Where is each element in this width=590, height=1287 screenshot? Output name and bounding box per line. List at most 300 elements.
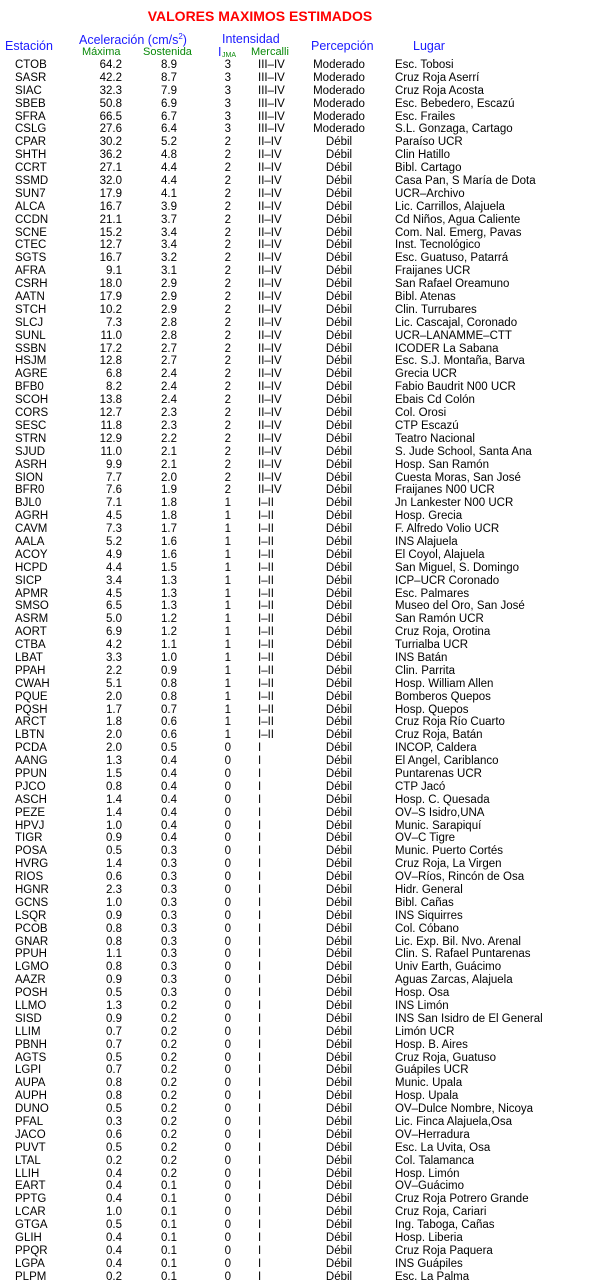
sustained-acceleration: 0.3 (161, 961, 177, 974)
jma-intensity: 3 (224, 97, 231, 110)
station-code: AUPH (15, 1090, 47, 1103)
sustained-acceleration: 6.7 (161, 110, 177, 123)
max-acceleration: 1.3 (106, 1000, 122, 1013)
location: Hosp. B. Aires (395, 1038, 468, 1051)
header-estacion: Estación (5, 39, 53, 53)
sustained-acceleration: 4.4 (161, 162, 177, 175)
location: Bibl. Cartago (395, 162, 462, 175)
table-row (0, 472, 590, 485)
max-acceleration: 9.9 (106, 458, 122, 471)
sustained-acceleration: 4.1 (161, 187, 177, 200)
table-row (0, 278, 590, 291)
table-row (0, 794, 590, 807)
sustained-acceleration: 0.6 (161, 729, 177, 742)
max-acceleration: 7.6 (106, 484, 122, 497)
location: Paraíso UCR (395, 136, 463, 149)
perception: Débil (325, 948, 353, 961)
perception: Débil (325, 922, 353, 935)
table-row (0, 1245, 590, 1258)
jma-intensity: 0 (224, 1180, 231, 1193)
perception: Débil (325, 1090, 353, 1103)
max-acceleration: 4.4 (106, 561, 122, 574)
mercalli-intensity: I (258, 896, 262, 909)
mercalli-intensity: III–IV (258, 84, 285, 97)
station-code: ACOY (15, 548, 48, 561)
sustained-acceleration: 2.9 (161, 291, 177, 304)
sustained-acceleration: 0.1 (161, 1270, 177, 1283)
station-code: ALCA (15, 200, 46, 213)
location: Col. Orosi (395, 407, 447, 420)
sustained-acceleration: 0.4 (161, 806, 177, 819)
station-code: CORS (15, 407, 49, 420)
sustained-acceleration: 2.8 (161, 316, 177, 329)
max-acceleration: 16.7 (99, 252, 122, 265)
table-row (0, 1271, 590, 1284)
jma-intensity: 0 (224, 793, 231, 806)
max-acceleration: 5.0 (106, 613, 122, 626)
perception: Débil (325, 162, 353, 175)
perception: Moderado (313, 84, 365, 97)
max-acceleration: 0.8 (106, 935, 122, 948)
max-acceleration: 15.2 (99, 226, 122, 239)
location: INS Alajuela (395, 535, 458, 548)
max-acceleration: 1.4 (106, 793, 122, 806)
location: Com. Nal. Emerg, Pavas (395, 226, 522, 239)
location: Univ Earth, Guácimo (395, 961, 502, 974)
table-row (0, 1168, 590, 1181)
jma-intensity: 2 (224, 407, 231, 420)
max-acceleration: 7.7 (106, 471, 122, 484)
max-acceleration: 4.5 (106, 587, 122, 600)
sustained-acceleration: 5.2 (161, 136, 177, 149)
jma-intensity: 2 (224, 458, 231, 471)
location: San Rafael Oreamuno (395, 278, 510, 291)
mercalli-intensity: III–IV (258, 110, 285, 123)
mercalli-intensity: I (258, 871, 262, 884)
mercalli-intensity: II–IV (258, 187, 282, 200)
location: Col. Cóbano (395, 922, 459, 935)
max-acceleration: 17.2 (99, 342, 122, 355)
station-code: PEZE (15, 806, 46, 819)
jma-intensity: 0 (224, 767, 231, 780)
station-code: PPQR (15, 1244, 48, 1257)
sustained-acceleration: 0.1 (161, 1257, 177, 1270)
perception: Débil (325, 471, 353, 484)
station-code: AATN (15, 291, 45, 304)
table-row (0, 1155, 590, 1168)
mercalli-intensity: I (258, 1141, 262, 1154)
max-acceleration: 27.1 (99, 162, 122, 175)
mercalli-intensity: I (258, 961, 262, 974)
location: UCR–Archivo (395, 187, 465, 200)
jma-intensity: 0 (224, 1064, 231, 1077)
station-code: CCRT (15, 162, 47, 175)
table-row (0, 304, 590, 317)
station-code: SGTS (15, 252, 47, 265)
jma-intensity: 2 (224, 291, 231, 304)
sustained-acceleration: 2.3 (161, 419, 177, 432)
station-code: LGPI (15, 1064, 42, 1077)
table-row (0, 433, 590, 446)
station-code: CTOB (15, 59, 47, 71)
max-acceleration: 4.9 (106, 548, 122, 561)
table-row (0, 201, 590, 214)
jma-intensity: 2 (224, 329, 231, 342)
station-code: AORT (15, 626, 47, 639)
station-code: POSA (15, 845, 47, 858)
location: Cruz Roja, La Virgen (395, 858, 502, 871)
jma-intensity: 2 (224, 136, 231, 149)
location: Esc. Tobosi (395, 59, 454, 71)
mercalli-intensity: I (258, 948, 262, 961)
sustained-acceleration: 0.7 (161, 703, 177, 716)
table-row (0, 613, 590, 626)
sustained-acceleration: 8.7 (161, 71, 177, 84)
mercalli-intensity: II–IV (258, 329, 282, 342)
jma-intensity: 0 (224, 1000, 231, 1013)
perception: Débil (325, 561, 353, 574)
jma-intensity: 0 (224, 974, 231, 987)
perception: Débil (325, 690, 353, 703)
mercalli-intensity: II–IV (258, 278, 282, 291)
perception: Débil (325, 845, 353, 858)
mercalli-intensity: I (258, 974, 262, 987)
mercalli-intensity: II–IV (258, 445, 282, 458)
perception: Débil (325, 819, 353, 832)
location: Munic. Sarapiquí (395, 819, 482, 832)
jma-intensity: 3 (224, 110, 231, 123)
location: Lic. Carrillos, Alajuela (395, 200, 505, 213)
perception: Débil (325, 445, 353, 458)
table-row (0, 588, 590, 601)
station-code: LLIH (15, 1167, 40, 1180)
perception: Débil (325, 1232, 353, 1245)
perception: Débil (325, 458, 353, 471)
max-acceleration: 21.1 (99, 213, 122, 226)
perception: Débil (325, 639, 353, 652)
station-code: STRN (15, 432, 47, 445)
location: Grecia UCR (395, 368, 457, 381)
perception: Débil (325, 858, 353, 871)
max-acceleration: 1.8 (106, 716, 122, 729)
location: San Ramón UCR (395, 613, 484, 626)
table-row (0, 355, 590, 368)
max-acceleration: 0.4 (106, 1193, 122, 1206)
mercalli-intensity: II–IV (258, 471, 282, 484)
jma-intensity: 2 (224, 303, 231, 316)
location: Fabio Baudrit N00 UCR (395, 381, 516, 394)
station-code: BJL0 (15, 497, 42, 510)
perception: Débil (325, 226, 353, 239)
table-row (0, 742, 590, 755)
location: OV–Guácimo (395, 1180, 465, 1193)
location: Cd Niños, Agua Caliente (395, 213, 521, 226)
mercalli-intensity: I–II (258, 639, 274, 652)
mercalli-intensity: II–IV (258, 239, 282, 252)
mercalli-intensity: I (258, 1219, 262, 1232)
sustained-acceleration: 0.2 (161, 1064, 177, 1077)
header-percepcion: Percepción (311, 39, 374, 53)
jma-intensity: 2 (224, 355, 231, 368)
sustained-acceleration: 1.2 (161, 626, 177, 639)
table-row (0, 948, 590, 961)
sustained-acceleration: 0.2 (161, 1116, 177, 1129)
max-acceleration: 4.5 (106, 510, 122, 523)
mercalli-intensity: III–IV (258, 59, 285, 71)
max-acceleration: 2.0 (106, 729, 122, 742)
mercalli-intensity: I (258, 909, 262, 922)
perception: Débil (325, 355, 353, 368)
sustained-acceleration: 3.9 (161, 200, 177, 213)
table-row (0, 923, 590, 936)
jma-intensity: 1 (224, 548, 231, 561)
station-table (0, 59, 590, 1284)
mercalli-intensity: I (258, 1077, 262, 1090)
max-acceleration: 0.5 (106, 1103, 122, 1116)
perception: Débil (325, 651, 353, 664)
jma-intensity: 2 (224, 239, 231, 252)
mercalli-intensity: I (258, 922, 262, 935)
location: Cruz Roja, Cariari (395, 1206, 487, 1219)
location: Teatro Nacional (395, 432, 475, 445)
max-acceleration: 10.2 (99, 303, 122, 316)
max-acceleration: 0.6 (106, 871, 122, 884)
station-code: CTBA (15, 639, 46, 652)
table-row (0, 85, 590, 98)
jma-intensity: 2 (224, 278, 231, 291)
location: S.L. Gonzaga, Cartago (395, 123, 513, 136)
table-row (0, 1090, 590, 1103)
jma-intensity: 2 (224, 187, 231, 200)
header-aceleracion (79, 32, 187, 47)
jma-intensity: 2 (224, 162, 231, 175)
location: Hosp. Osa (395, 987, 450, 1000)
max-acceleration: 13.8 (99, 394, 122, 407)
table-row (0, 252, 590, 265)
mercalli-intensity: II–IV (258, 419, 282, 432)
station-code: SASR (15, 71, 47, 84)
table-row (0, 1193, 590, 1206)
mercalli-intensity: I (258, 935, 262, 948)
table-row (0, 214, 590, 227)
location: Fraijanes N00 UCR (395, 484, 495, 497)
table-row (0, 1232, 590, 1245)
sustained-acceleration: 0.3 (161, 922, 177, 935)
jma-intensity: 1 (224, 703, 231, 716)
jma-intensity: 2 (224, 200, 231, 213)
jma-intensity: 0 (224, 1090, 231, 1103)
perception: Débil (325, 935, 353, 948)
table-row (0, 961, 590, 974)
mercalli-intensity: I (258, 755, 262, 768)
station-code: HPVJ (15, 819, 45, 832)
table-row (0, 665, 590, 678)
mercalli-intensity: I (258, 1012, 262, 1025)
sustained-acceleration: 0.4 (161, 819, 177, 832)
max-acceleration: 5.2 (106, 535, 122, 548)
mercalli-intensity: II–IV (258, 407, 282, 420)
table-row (0, 1129, 590, 1142)
table-row (0, 239, 590, 252)
station-code: ASCH (15, 793, 47, 806)
location: CTP Jacó (395, 780, 446, 793)
perception: Débil (325, 342, 353, 355)
sustained-acceleration: 2.1 (161, 458, 177, 471)
table-row (0, 858, 590, 871)
station-code: LGMO (15, 961, 49, 974)
mercalli-intensity: I (258, 1116, 262, 1129)
mercalli-intensity: I–II (258, 651, 274, 664)
perception: Débil (325, 136, 353, 149)
jma-intensity: 0 (224, 1116, 231, 1129)
perception: Débil (325, 1193, 353, 1206)
table-row (0, 291, 590, 304)
location: Esc. S.J. Montaña, Barva (395, 355, 525, 368)
mercalli-intensity: I–II (258, 523, 274, 536)
mercalli-intensity: I–II (258, 574, 274, 587)
mercalli-intensity: I (258, 1270, 262, 1283)
perception: Débil (325, 793, 353, 806)
station-code: SION (15, 471, 44, 484)
mercalli-intensity: I (258, 1232, 262, 1245)
location: Lic. Finca Alajuela,Osa (395, 1116, 512, 1129)
perception: Moderado (313, 59, 365, 71)
location: Hidr. General (395, 884, 463, 896)
mercalli-intensity: I (258, 742, 262, 755)
perception: Débil (325, 510, 353, 523)
station-code: GTGA (15, 1219, 48, 1232)
max-acceleration: 7.3 (106, 523, 122, 536)
station-code: PCDA (15, 742, 47, 755)
perception: Débil (325, 767, 353, 780)
perception: Débil (325, 1038, 353, 1051)
perception: Débil (325, 1000, 353, 1013)
perception: Débil (325, 1025, 353, 1038)
table-row (0, 549, 590, 562)
location: CTP Escazú (395, 419, 459, 432)
max-acceleration: 0.4 (106, 1244, 122, 1257)
table-row (0, 1000, 590, 1013)
station-code: APMR (15, 587, 49, 600)
perception: Débil (325, 187, 353, 200)
location: Esc. Palmares (395, 587, 470, 600)
sustained-acceleration: 4.4 (161, 175, 177, 188)
table-row (0, 1142, 590, 1155)
mercalli-intensity: I–II (258, 664, 274, 677)
sustained-acceleration: 0.2 (161, 1167, 177, 1180)
jma-intensity: 1 (224, 651, 231, 664)
perception: Débil (325, 613, 353, 626)
station-code: HCPD (15, 561, 48, 574)
mercalli-intensity: I (258, 1206, 262, 1219)
mercalli-intensity: I (258, 767, 262, 780)
sustained-acceleration: 0.3 (161, 909, 177, 922)
mercalli-intensity: II–IV (258, 432, 282, 445)
mercalli-intensity: I (258, 1257, 262, 1270)
max-acceleration: 1.4 (106, 806, 122, 819)
jma-intensity: 2 (224, 316, 231, 329)
max-acceleration: 36.2 (99, 149, 122, 162)
location: Clin. S. Rafael Puntarenas (395, 948, 531, 961)
perception: Débil (325, 896, 353, 909)
sustained-acceleration: 3.4 (161, 226, 177, 239)
max-acceleration: 64.2 (99, 59, 122, 71)
table-row (0, 523, 590, 536)
table-row (0, 510, 590, 523)
sustained-acceleration: 0.3 (161, 884, 177, 896)
sustained-acceleration: 2.4 (161, 368, 177, 381)
mercalli-intensity: I (258, 1051, 262, 1064)
location: INS Batán (395, 651, 448, 664)
perception: Débil (325, 213, 353, 226)
max-acceleration: 3.4 (106, 574, 122, 587)
max-acceleration: 7.3 (106, 316, 122, 329)
station-code: POSH (15, 987, 48, 1000)
sustained-acceleration: 0.1 (161, 1193, 177, 1206)
station-code: AGTS (15, 1051, 47, 1064)
mercalli-intensity: I (258, 793, 262, 806)
jma-intensity: 0 (224, 961, 231, 974)
station-code: SMSO (15, 600, 49, 613)
table-row (0, 459, 590, 472)
sustained-acceleration: 0.3 (161, 948, 177, 961)
max-acceleration: 11.8 (100, 419, 122, 432)
table-row (0, 691, 590, 704)
jma-intensity: 3 (224, 84, 231, 97)
max-acceleration: 5.1 (106, 677, 122, 690)
location: S. Jude School, Santa Ana (395, 445, 532, 458)
station-code: LBAT (15, 651, 43, 664)
sustained-acceleration: 0.2 (161, 1038, 177, 1051)
perception: Débil (325, 1128, 353, 1141)
max-acceleration: 0.7 (106, 1064, 122, 1077)
jma-intensity: 0 (224, 845, 231, 858)
max-acceleration: 0.2 (106, 1154, 122, 1167)
max-acceleration: 0.8 (106, 1077, 122, 1090)
station-code: BFR0 (15, 484, 45, 497)
mercalli-intensity: II–IV (258, 149, 282, 162)
location: Esc. La Uvita, Osa (395, 1141, 491, 1154)
header-lugar: Lugar (413, 39, 445, 53)
station-code: LLIM (15, 1025, 41, 1038)
perception: Débil (325, 252, 353, 265)
mercalli-intensity: I (258, 832, 262, 845)
jma-intensity: 0 (224, 858, 231, 871)
max-acceleration: 12.9 (99, 432, 122, 445)
jma-intensity: 2 (224, 419, 231, 432)
station-code: PJCO (15, 780, 46, 793)
location: Bibl. Atenas (395, 291, 456, 304)
max-acceleration: 0.9 (106, 1012, 122, 1025)
sustained-acceleration: 0.3 (161, 858, 177, 871)
sustained-acceleration: 0.2 (161, 1051, 177, 1064)
mercalli-intensity: I (258, 780, 262, 793)
sustained-acceleration: 0.2 (161, 1012, 177, 1025)
station-code: STCH (15, 303, 47, 316)
jma-intensity: 1 (224, 677, 231, 690)
max-acceleration: 16.7 (99, 200, 122, 213)
max-acceleration: 0.2 (106, 1270, 122, 1283)
table-row (0, 149, 590, 162)
location: El Angel, Cariblanco (395, 755, 499, 768)
station-code: SCOH (15, 394, 49, 407)
station-code: PFAL (15, 1116, 44, 1129)
location: Esc. Bebedero, Escazú (395, 97, 515, 110)
table-row (0, 98, 590, 111)
sustained-acceleration: 1.8 (161, 497, 177, 510)
jma-intensity: 1 (224, 497, 231, 510)
sustained-acceleration: 8.9 (161, 59, 177, 71)
